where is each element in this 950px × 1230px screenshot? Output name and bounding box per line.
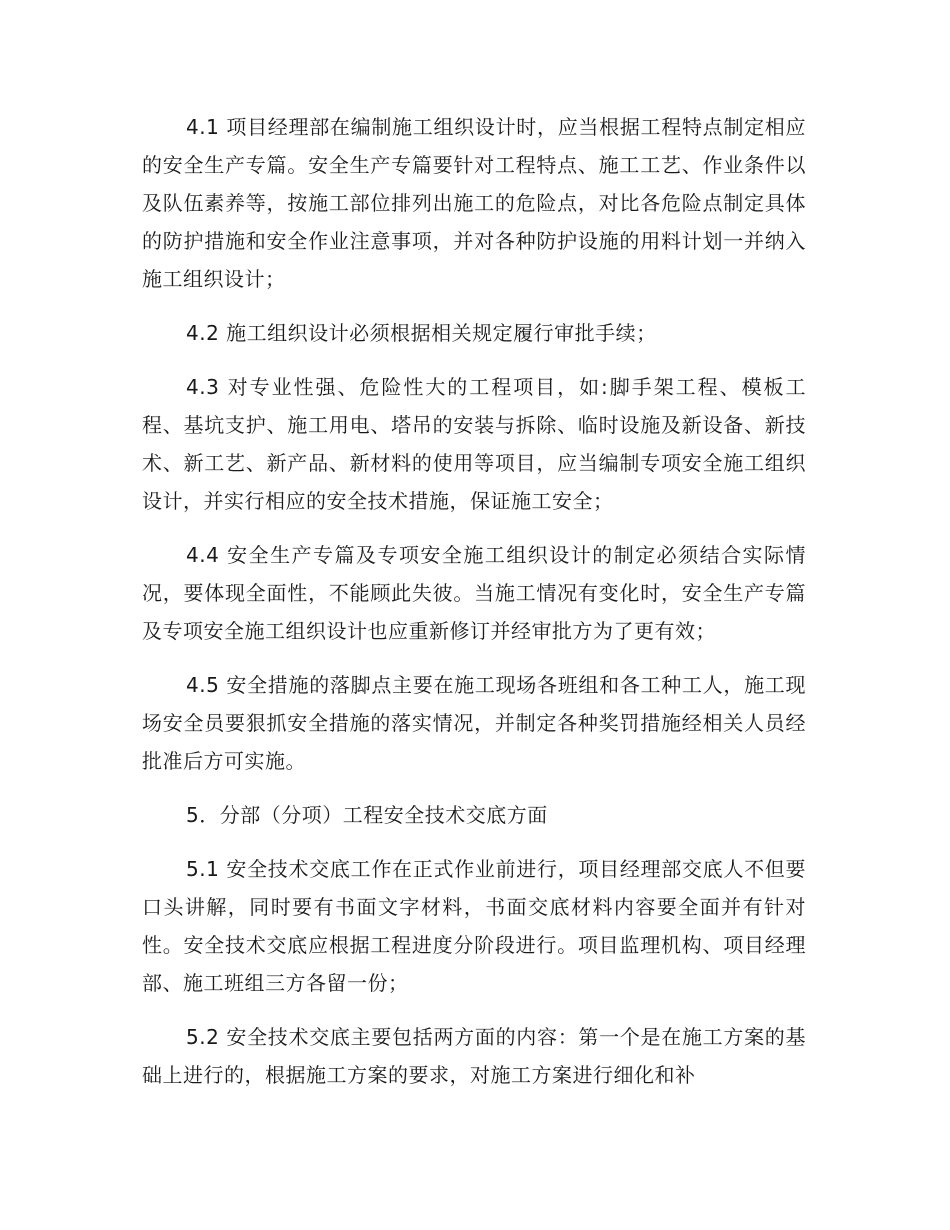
paragraph-4-5: 4.5 安全措施的落脚点主要在施工现场各班组和各工种工人，施工现场安全员要狠抓安全措施的落实情况，并制定各种奖罚措施经相关人员经批准后方可实施。 (142, 673, 806, 773)
paragraph-5-2: 5.2 安全技术交底主要包括两方面的内容：第一个是在施工方案的基础上进行的，根据施工方案的要求，对施工方案进行细化和补 (142, 1025, 806, 1087)
paragraph-4-1: 4.1 项目经理部在编制施工组织设计时，应当根据工程特点制定相应的安全生产专篇。安全生产专篇要针对工程特点、施工工艺、作业条件以及队伍素养等，按施工部位排列出施工的危险点，对比各危险点制定具体的防护措施和安全作业注意事项，并对各种防护设施的用料计划一并纳入施工组织设计； (142, 115, 806, 291)
paragraph-4-3: 4.3 对专业性强、危险性大的工程项目，如:脚手架工程、模板工程、基坑支护、施工用电、塔吊的安装与拆除、临时设施及新设备、新技术、新工艺、新产品、新材料的使用等项目，应当编制专项安全施工组织设计，并实行相应的安全技术措施，保证施工安全； (142, 375, 806, 513)
document-body (142, 108, 806, 1110)
section-heading-5: 5．分部（分项）工程安全技术交底方面 (186, 803, 548, 827)
paragraph-4-4: 4.4 安全生产专篇及专项安全施工组织设计的制定必须结合实际情况，要体现全面性，不能顾此失彼。当施工情况有变化时，安全生产专篇及专项安全施工组织设计也应重新修订并经审批方为了更有效； (142, 543, 806, 643)
paragraph-4-2: 4.2 施工组织设计必须根据相关规定履行审批手续； (186, 321, 657, 345)
paragraph-5-1: 5.1 安全技术交底工作在正式作业前进行，项目经理部交底人不但要口头讲解，同时要有书面文字材料，书面交底材料内容要全面并有针对性。安全技术交底应根据工程进度分阶段进行。项目监理机构、项目经理部、施工班组三方各留一份； (142, 857, 806, 995)
